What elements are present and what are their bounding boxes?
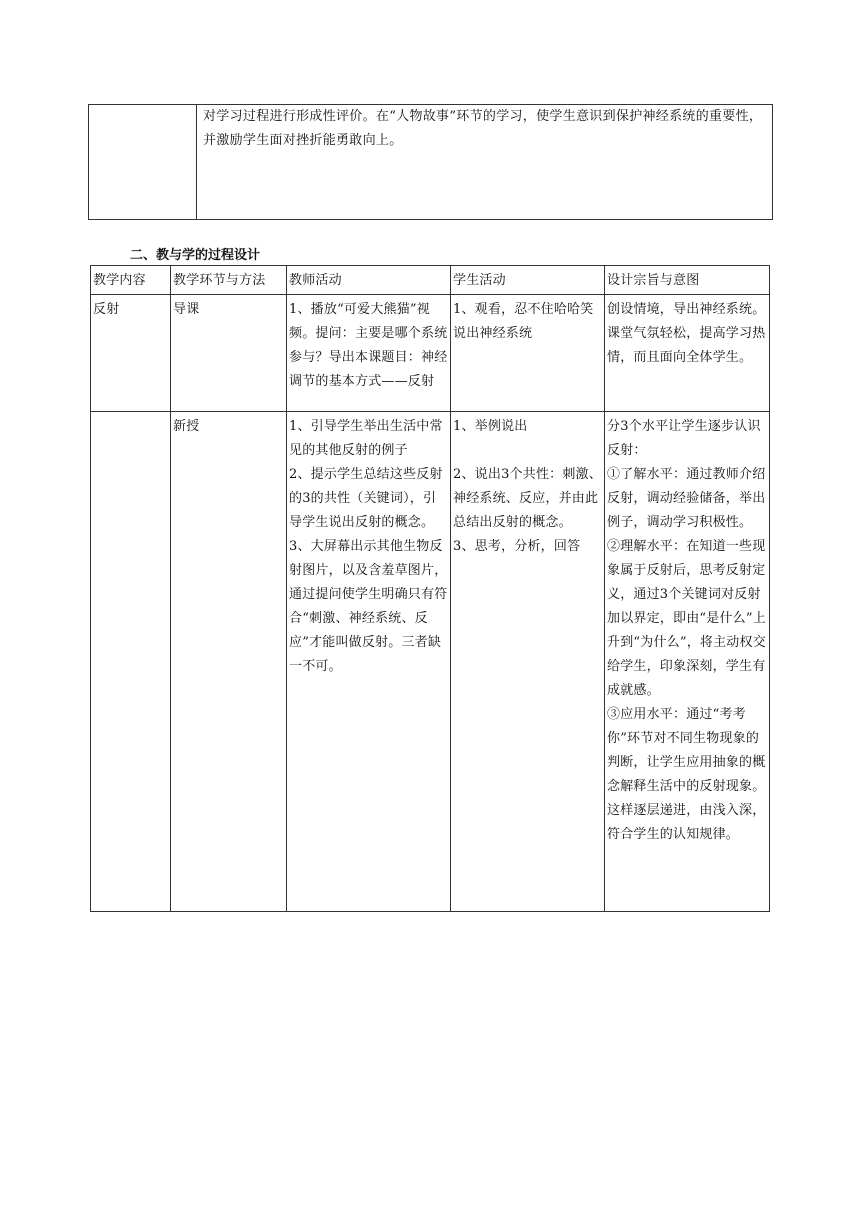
teaching-process-table: [90, 265, 770, 912]
student-item: 2、说出3个共性：刺激、神经系统、反应，并由此总结出反射的概念。: [453, 467, 602, 530]
cell-stage: 导课: [171, 295, 287, 412]
intent-item: 创设情境，导出神经系统。课堂气氛轻松，提高学习热情，而且面向全体学生。: [607, 302, 766, 365]
header-content: 教学内容: [91, 266, 171, 295]
student-item: 1、观看，忍不住哈哈笑: [453, 302, 594, 317]
table-row: [91, 295, 770, 412]
section-title: 二、教与学的过程设计: [130, 248, 261, 263]
cell-student: [451, 295, 605, 412]
intent-item: ①了解水平：通过教师介绍反射，调动经验储备，举出例子，调动学习积极性。: [607, 467, 766, 530]
cell-intent: [605, 412, 770, 912]
teacher-item: 1、播放“可爱大熊猫”视频。提问：主要是哪个系统参与？导出本课题目：神经调节的基本方式——反射: [289, 302, 448, 389]
teacher-item: 2、提示学生总结这些反射的3的共性（关键词），引导学生说出反射的概念。: [289, 467, 443, 530]
cell-student: [451, 412, 605, 912]
empty-cell: [89, 105, 197, 219]
cell-teacher: [287, 295, 451, 412]
header-intent: 设计宗旨与意图: [605, 266, 770, 295]
evaluation-text: 对学习过程进行形成性评价。在“人物故事”环节的学习，使学生意识到保护神经系统的重要性，并激励学生面对挫折能勇敢向上。: [203, 109, 763, 148]
cell-teacher: [287, 412, 451, 912]
student-item: 1、举例说出: [453, 419, 528, 434]
intent-item: 这样逐层递进，由浅入深，符合学生的认知规律。: [607, 803, 766, 842]
table-row: [91, 412, 770, 912]
student-item: 3、思考，分析，回答: [453, 539, 581, 554]
header-student: 学生活动: [451, 266, 605, 295]
header-stage: 教学环节与方法: [171, 266, 287, 295]
spacer: [453, 439, 602, 463]
table-header-row: [91, 266, 770, 295]
intent-item: ③应用水平：通过“考考你”环节对不同生物现象的判断，让学生应用抽象的概念解释生活中的反射现象。: [607, 707, 766, 794]
cell-content: 反射: [91, 295, 171, 412]
intent-item: ②理解水平：在知道一些现象属于反射后，思考反射定义，通过3个关键词对反射加以界定，即由“是什么”上升到“为什么”，将主动权交给学生，印象深刻，学生有成就感。: [607, 539, 766, 698]
cell-stage: 新授: [171, 412, 287, 912]
header-teacher: 教师活动: [287, 266, 451, 295]
previous-table-fragment: [88, 104, 773, 220]
teacher-item: 3、大屏幕出示其他生物反射图片，以及含羞草图片，通过提问使学生明确只有符合“刺激、神经系统、反应”才能叫做反射。三者缺一不可。: [289, 539, 448, 674]
cell-intent: [605, 295, 770, 412]
cell-content: [91, 412, 171, 912]
intent-item: 分3个水平让学生逐步认识反射：: [607, 419, 761, 458]
teacher-item: 1、引导学生举出生活中常见的其他反射的例子: [289, 419, 443, 458]
student-item: 说出神经系统: [453, 326, 533, 341]
